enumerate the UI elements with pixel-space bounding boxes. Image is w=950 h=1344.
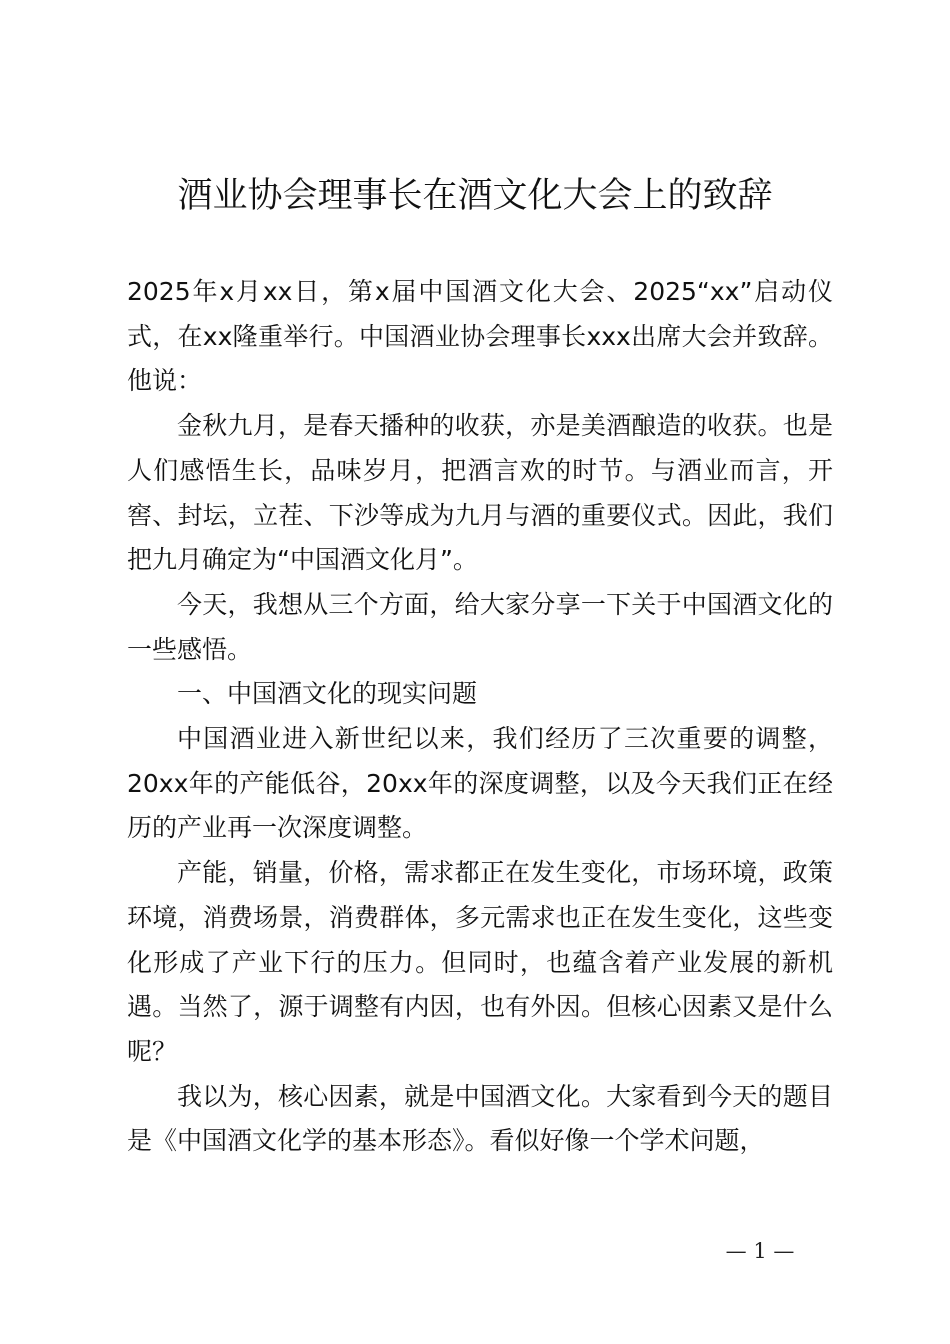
paragraph-three-aspects: 今天，我想从三个方面，给大家分享一下关于中国酒文化的一些感悟。	[127, 589, 833, 664]
document-body	[127, 270, 833, 1164]
paragraph-core-factor: 我以为，核心因素，就是中国酒文化。大家看到今天的题目是《中国酒文化学的基本形态》。看似好像一个学术问题，	[127, 1081, 833, 1156]
page-number: — 1 —	[725, 1239, 795, 1263]
paragraph-adjustments: 中国酒业进入新世纪以来，我们经历了三次重要的调整，20xx年的产能低谷，20xx年的深度调整，以及今天我们正在经历的产业再一次深度调整。	[127, 724, 833, 843]
intro-paragraph: 2025年x月xx日，第x届中国酒文化大会、2025“xx”启动仪式，在xx隆重举行。中国酒业协会理事长xxx出席大会并致辞。他说：	[127, 277, 833, 396]
document-title: 酒业协会理事长在酒文化大会上的致辞	[177, 176, 773, 216]
paragraph-autumn: 金秋九月，是春天播种的收获，亦是美酒酿造的收获。也是人们感悟生长，品味岁月，把酒言欢的时节。与酒业而言，开窖、封坛，立茬、下沙等成为九月与酒的重要仪式。因此，我们把九月确定为“中国酒文化月”。	[127, 411, 833, 575]
paragraph-changes: 产能，销量，价格，需求都正在发生变化，市场环境，政策环境，消费场景，消费群体，多元需求也正在发生变化，这些变化形成了产业下行的压力。但同时，也蕴含着产业发展的新机遇。当然了，源于调整有内因，也有外因。但核心因素又是什么呢？	[127, 858, 833, 1066]
section-heading-1: 一、中国酒文化的现实问题	[177, 679, 478, 709]
